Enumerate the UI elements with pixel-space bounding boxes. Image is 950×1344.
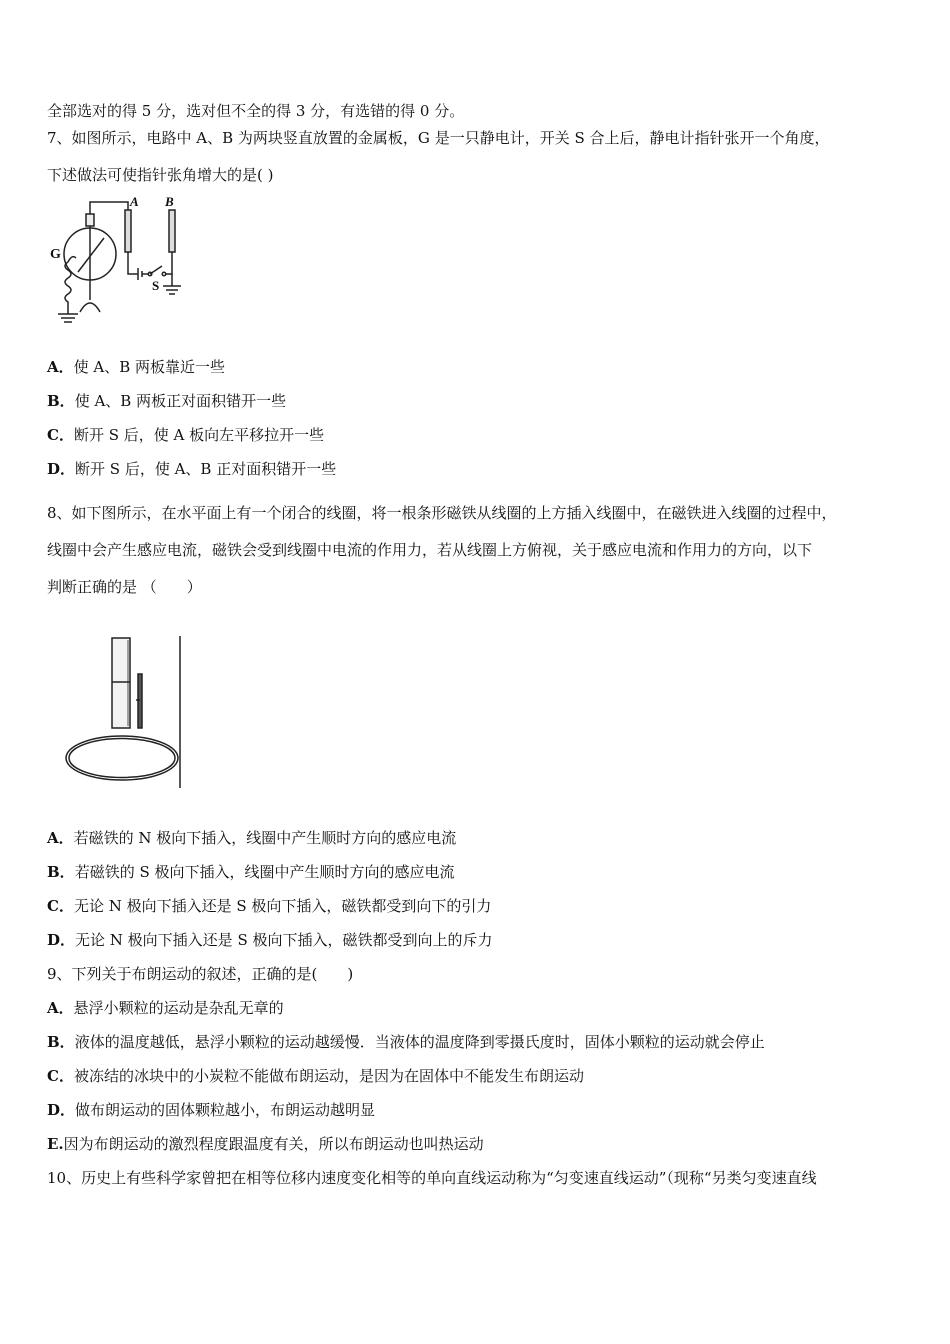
option-letter: B．	[47, 392, 75, 410]
q7-label-s: S	[152, 278, 160, 293]
option-letter: B．	[47, 1033, 75, 1051]
option-letter: C．	[47, 426, 74, 444]
q7-electrometer-figure	[42, 192, 202, 328]
q9-option-d	[47, 1100, 375, 1120]
q9-option-b	[47, 1032, 765, 1052]
q9-option-e	[47, 1134, 484, 1154]
q9-stem-line1: 9、下列关于布朗运动的叙述，正确的是( )	[47, 965, 354, 983]
option-letter: A．	[47, 358, 74, 376]
option-letter: D．	[47, 1101, 76, 1119]
option-letter: E.	[47, 1135, 64, 1153]
option-text: 若磁铁的 N 极向下插入，线圈中产生顺时方向的感应电流	[73, 829, 457, 847]
q7-option-a	[47, 357, 225, 377]
q7-label-g: G	[50, 247, 61, 262]
option-letter: A．	[47, 829, 74, 847]
q7-stem-line2: 下述做法可使指针张角增大的是( )	[47, 166, 274, 184]
q8-option-a	[47, 828, 456, 848]
q9-option-a	[47, 998, 284, 1018]
option-text: 断开 S 后，使 A 板向左平移拉开一些	[73, 426, 325, 444]
q7-label-a: A	[130, 194, 139, 209]
option-text: 无论 N 极向下插入还是 S 极向下插入，磁铁都受到向上的斥力	[75, 931, 493, 949]
option-text: 悬浮小颗粒的运动是杂乱无章的	[73, 999, 284, 1017]
option-text: 使 A、B 两板靠近一些	[73, 358, 226, 376]
q7-label-b: B	[165, 194, 174, 209]
option-text: 被冻结的冰块中的小炭粒不能做布朗运动，是因为在固体中不能发生布朗运动	[73, 1067, 584, 1085]
q7-option-d	[47, 459, 336, 479]
option-text: 使 A、B 两板正对面积错开一些	[74, 392, 287, 410]
q8-option-b	[47, 862, 455, 882]
option-text: 液体的温度越低，悬浮小颗粒的运动越缓慢．当液体的温度降到零摄氏度时，固体小颗粒的运动就会停止	[74, 1033, 765, 1051]
q7-option-c	[47, 425, 324, 445]
option-text: 做布朗运动的固体颗粒越小，布朗运动越明显	[75, 1101, 376, 1119]
q8-option-c	[47, 896, 491, 916]
q10-stem-line1: 10、历史上有些科学家曾把在相等位移内速度变化相等的单向直线运动称为“匀变速直线运动”（现称“另类匀变速直线	[47, 1169, 817, 1187]
q8-stem-line3: 判断正确的是 （ ）	[47, 578, 202, 596]
option-letter: D．	[47, 460, 76, 478]
option-letter: D．	[47, 931, 76, 949]
option-letter: B．	[47, 863, 75, 881]
q7-option-b	[47, 391, 286, 411]
option-text: 若磁铁的 S 极向下插入，线圈中产生顺时方向的感应电流	[74, 863, 455, 881]
option-text: 因为布朗运动的激烈程度跟温度有关，所以布朗运动也叫热运动	[63, 1135, 484, 1153]
option-letter: C．	[47, 1067, 74, 1085]
option-text: 断开 S 后，使 A、B 正对面积错开一些	[75, 460, 337, 478]
q9-option-c	[47, 1066, 584, 1086]
option-letter: A．	[47, 999, 74, 1017]
q8-magnet-coil-figure	[62, 630, 192, 790]
intro-line: 全部选对的得 5 分，选对但不全的得 3 分，有选错的得 0 分。	[47, 102, 465, 120]
option-text: 无论 N 极向下插入还是 S 极向下插入，磁铁都受到向下的引力	[73, 897, 492, 915]
q8-stem-line1: 8、如下图所示，在水平面上有一个闭合的线圈，将一根条形磁铁从线圈的上方插入线圈中，在磁铁进入线圈的过程中，	[47, 504, 837, 522]
option-letter: C．	[47, 897, 74, 915]
q7-stem-line1: 7、如图所示，电路中 A、B 为两块竖直放置的金属板，G 是一只静电计，开关 S 合上后，静电计指针张开一个角度，	[47, 129, 830, 147]
q8-stem-line2: 线圈中会产生感应电流，磁铁会受到线圈中电流的作用力，若从线圈上方俯视，关于感应电流和作用力的方向，以下	[47, 541, 813, 559]
q8-option-d	[47, 930, 493, 950]
